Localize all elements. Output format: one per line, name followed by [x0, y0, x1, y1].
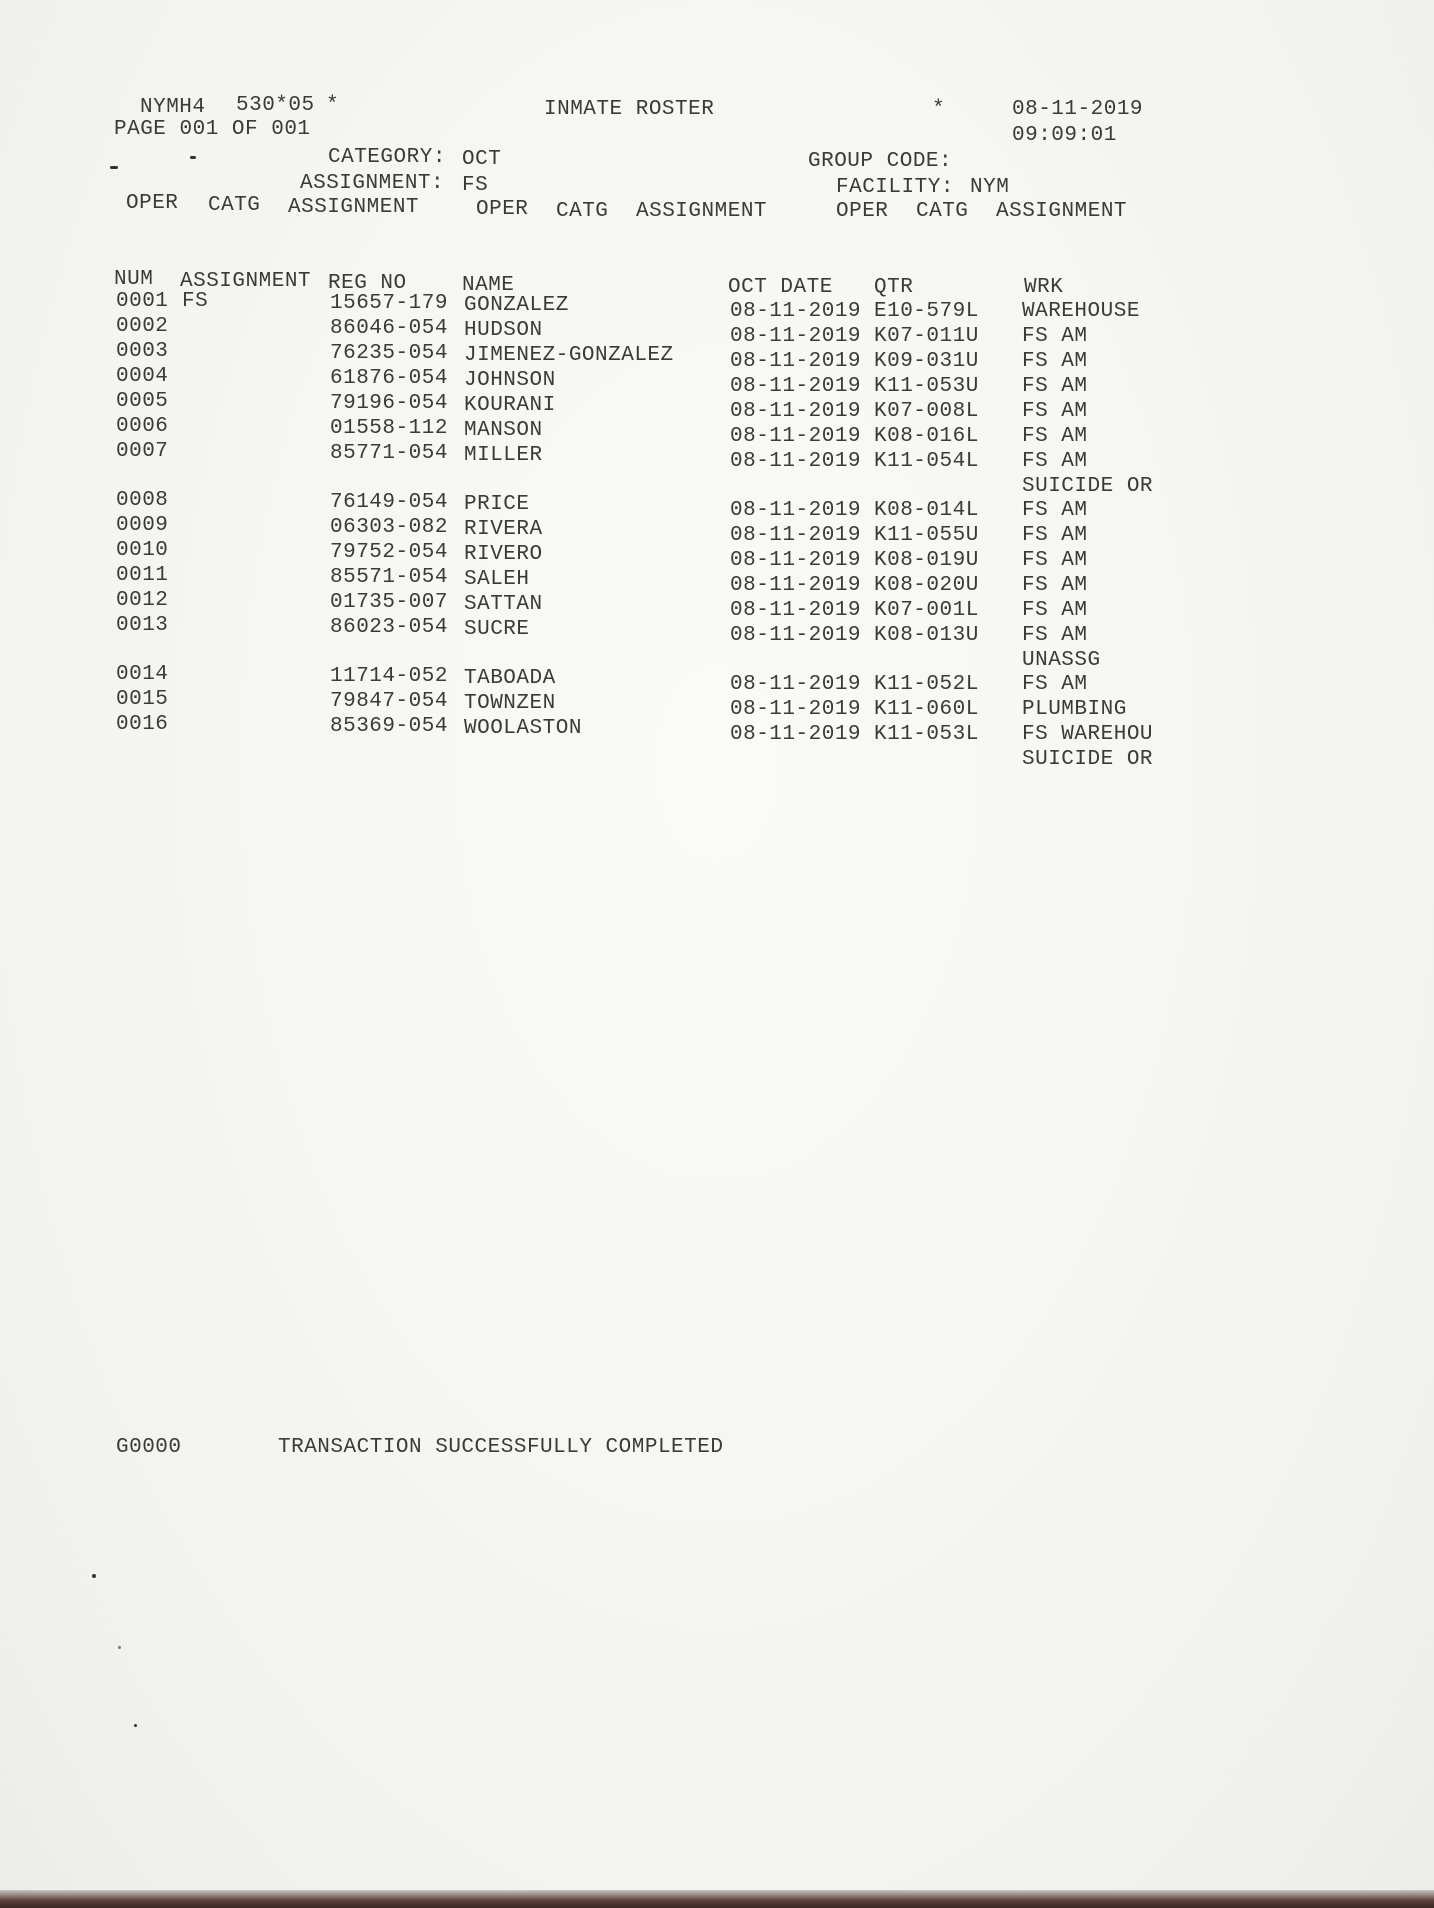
row-wrk: FS AM: [1022, 624, 1088, 647]
row-oct-date: 08-11-2019: [730, 300, 862, 323]
row-reg-no: 15657-179: [330, 292, 448, 315]
category-label: CATEGORY:: [328, 146, 446, 169]
row-qtr: K08-013U: [874, 624, 979, 647]
row-wrk: FS AM: [1022, 499, 1088, 522]
row-qtr: E10-579L: [874, 300, 979, 323]
row-reg-no: 86046-054: [330, 317, 448, 340]
page-bottom-edge: [0, 1890, 1434, 1908]
oper-col-3: OPER: [836, 200, 889, 223]
row-oct-date: 08-11-2019: [730, 450, 862, 473]
row-wrk: FS AM: [1022, 673, 1088, 696]
row-oct-date: 08-11-2019: [730, 325, 862, 348]
assignment-value: FS: [462, 174, 489, 197]
row-reg-no: 79196-054: [330, 392, 448, 415]
row-oct-date: 08-11-2019: [730, 350, 862, 373]
assignment-col-3: ASSIGNMENT: [996, 200, 1128, 223]
row-qtr: K11-052L: [874, 673, 979, 696]
row-name: HUDSON: [464, 319, 543, 342]
row-reg-no: 85571-054: [330, 566, 448, 589]
row-wrk: FS AM: [1022, 325, 1088, 348]
row-num: 0014: [116, 663, 169, 686]
row-wrk: FS AM: [1022, 549, 1088, 572]
star-marker-right: *: [932, 98, 946, 121]
row-wrk: FS AM: [1022, 599, 1088, 622]
row-wrk: FS AM: [1022, 524, 1088, 547]
group-code-label: GROUP CODE:: [808, 150, 953, 173]
oper-col-1: OPER: [126, 192, 179, 215]
row-num: 0015: [116, 688, 169, 711]
facility-value: NYM: [970, 176, 1010, 199]
ink-speck: [92, 1574, 96, 1578]
row-reg-no: 76235-054: [330, 342, 448, 365]
row-oct-date: 08-11-2019: [730, 574, 862, 597]
row-oct-date: 08-11-2019: [730, 673, 862, 696]
row-oct-date: 08-11-2019: [730, 425, 862, 448]
row-wrk: PLUMBING: [1022, 698, 1127, 721]
row-num: 0005: [116, 390, 169, 413]
catg-col-2: CATG: [556, 200, 609, 223]
star-marker-left: *: [326, 94, 340, 117]
row-num: 0011: [116, 564, 169, 587]
row-reg-no: 06303-082: [330, 516, 448, 539]
row-qtr: K08-019U: [874, 549, 979, 572]
row-reg-no: 79752-054: [330, 541, 448, 564]
row-qtr: K11-060L: [874, 698, 979, 721]
row-reg-no: 86023-054: [330, 616, 448, 639]
row-reg-no: 85771-054: [330, 442, 448, 465]
row-num: 0007: [116, 440, 169, 463]
row-wrk-note: SUICIDE OR: [1022, 748, 1154, 771]
row-wrk: FS AM: [1022, 425, 1088, 448]
row-oct-date: 08-11-2019: [730, 723, 862, 746]
col-header-oct-date: OCT DATE: [728, 276, 833, 299]
col-header-assignment: ASSIGNMENT: [180, 270, 312, 293]
row-name: JOHNSON: [464, 369, 556, 392]
row-name: GONZALEZ: [464, 294, 569, 317]
row-wrk: FS AM: [1022, 574, 1088, 597]
ink-speck: [110, 166, 118, 169]
row-num: 0004: [116, 365, 169, 388]
row-name: JIMENEZ-GONZALEZ: [464, 344, 674, 367]
row-num: 0002: [116, 315, 169, 338]
row-qtr: K07-011U: [874, 325, 979, 348]
row-num: 0009: [116, 514, 169, 537]
row-reg-no: 76149-054: [330, 491, 448, 514]
page-info: PAGE 001 OF 001: [114, 118, 311, 141]
col-header-reg-no: REG NO: [328, 272, 407, 295]
row-wrk: FS AM: [1022, 450, 1088, 473]
row-qtr: K08-020U: [874, 574, 979, 597]
row-wrk-note: SUICIDE OR: [1022, 475, 1154, 498]
row-name: SATTAN: [464, 593, 543, 616]
row-qtr: K07-008L: [874, 400, 979, 423]
row-qtr: K11-053L: [874, 723, 979, 746]
row-num: 0016: [116, 713, 169, 736]
row-qtr: K11-055U: [874, 524, 979, 547]
row-num: 0010: [116, 539, 169, 562]
row-oct-date: 08-11-2019: [730, 375, 862, 398]
row-num: 0003: [116, 340, 169, 363]
row-oct-date: 08-11-2019: [730, 400, 862, 423]
col-header-name: NAME: [462, 274, 515, 297]
row-qtr: K11-053U: [874, 375, 979, 398]
row-oct-date: 08-11-2019: [730, 698, 862, 721]
row-name: KOURANI: [464, 394, 556, 417]
row-num: 0008: [116, 489, 169, 512]
row-name: TABOADA: [464, 667, 556, 690]
row-qtr: K09-031U: [874, 350, 979, 373]
category-value: OCT: [462, 148, 502, 171]
report-title: INMATE ROSTER: [544, 98, 715, 121]
row-reg-no: 85369-054: [330, 715, 448, 738]
row-wrk: FS WAREHOU: [1022, 723, 1154, 746]
row-name: MILLER: [464, 444, 543, 467]
catg-col-3: CATG: [916, 200, 969, 223]
row-name: TOWNZEN: [464, 692, 556, 715]
row-wrk: WAREHOUSE: [1022, 300, 1140, 323]
report-code: 530*05: [236, 94, 315, 117]
system-id: NYMH4: [140, 96, 206, 119]
row-wrk-note: UNASSG: [1022, 649, 1101, 672]
ink-speck: [190, 156, 196, 159]
row-num: 0001: [116, 290, 169, 313]
row-num: 0006: [116, 415, 169, 438]
row-name: SALEH: [464, 568, 530, 591]
row-qtr: K11-054L: [874, 450, 979, 473]
row-num: 0013: [116, 614, 169, 637]
row-reg-no: 01558-112: [330, 417, 448, 440]
facility-label: FACILITY:: [836, 176, 954, 199]
row-wrk: FS AM: [1022, 375, 1088, 398]
report-date: 08-11-2019: [1012, 98, 1144, 121]
row-name: WOOLASTON: [464, 717, 582, 740]
col-header-qtr: QTR: [874, 276, 914, 299]
row-oct-date: 08-11-2019: [730, 599, 862, 622]
footer-code: G0000: [116, 1436, 182, 1459]
row-reg-no: 61876-054: [330, 367, 448, 390]
oper-col-2: OPER: [476, 198, 529, 221]
ink-speck: [134, 1724, 137, 1727]
assignment-label: ASSIGNMENT:: [300, 172, 445, 195]
col-header-wrk: WRK: [1024, 276, 1064, 299]
row-oct-date: 08-11-2019: [730, 524, 862, 547]
row-name: RIVERO: [464, 543, 543, 566]
row-num: 0012: [116, 589, 169, 612]
row-wrk: FS AM: [1022, 400, 1088, 423]
row-oct-date: 08-11-2019: [730, 624, 862, 647]
row-wrk: FS AM: [1022, 350, 1088, 373]
footer-message: TRANSACTION SUCCESSFULLY COMPLETED: [278, 1436, 724, 1459]
catg-col-1: CATG: [208, 194, 261, 217]
row-oct-date: 08-11-2019: [730, 499, 862, 522]
row-oct-date: 08-11-2019: [730, 549, 862, 572]
assignment-col-1: ASSIGNMENT: [288, 196, 420, 219]
row-reg-no: 11714-052: [330, 665, 448, 688]
row-name: MANSON: [464, 419, 543, 442]
row-reg-no: 79847-054: [330, 690, 448, 713]
row-qtr: K07-001L: [874, 599, 979, 622]
ink-speck: [118, 1646, 121, 1649]
row-name: PRICE: [464, 493, 530, 516]
row-name: RIVERA: [464, 518, 543, 541]
row-reg-no: 01735-007: [330, 591, 448, 614]
row-assignment: FS: [182, 290, 209, 313]
row-name: SUCRE: [464, 618, 530, 641]
assignment-col-2: ASSIGNMENT: [636, 200, 768, 223]
row-qtr: K08-016L: [874, 425, 979, 448]
report-time: 09:09:01: [1012, 124, 1117, 147]
col-header-num: NUM: [114, 268, 154, 291]
row-qtr: K08-014L: [874, 499, 979, 522]
